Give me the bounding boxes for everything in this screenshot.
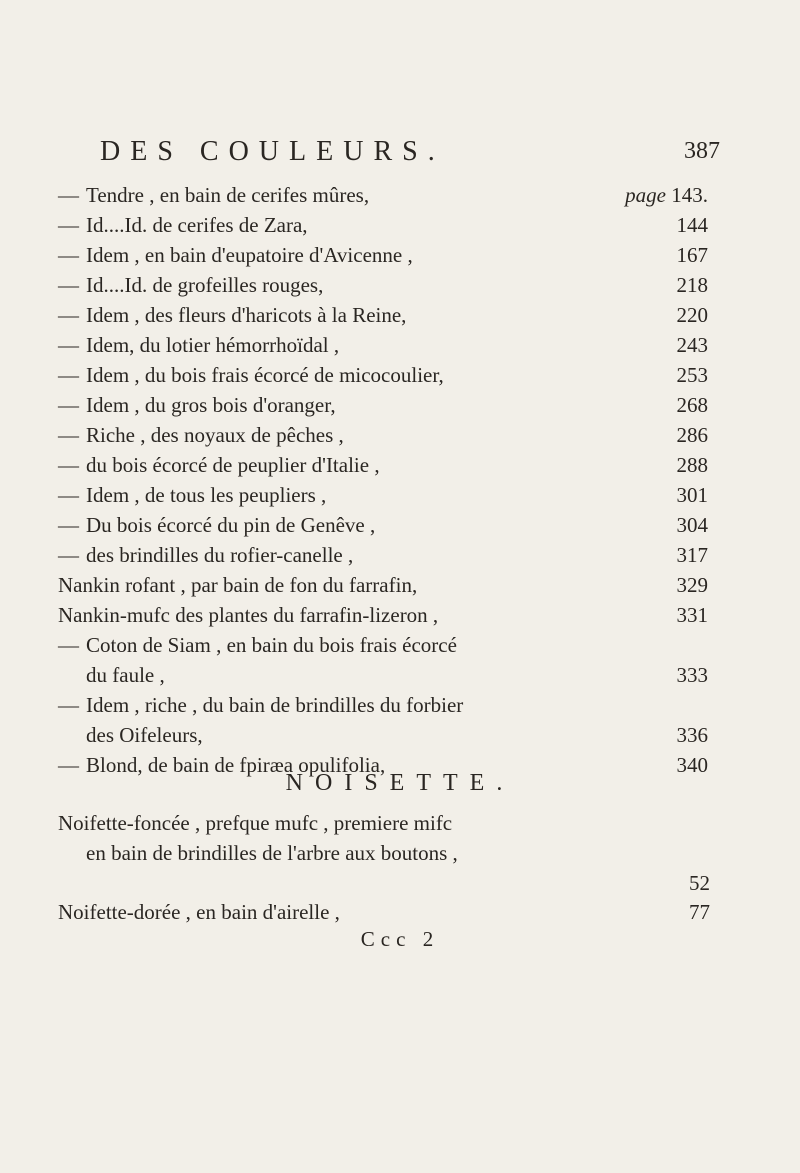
entry-page: 243 [676,333,708,357]
page-number: 143. [671,183,708,207]
entry-dash: — [58,273,79,297]
entry-page: 329 [676,573,708,597]
list-item [58,570,708,600]
entry-text: Coton de Siam , en bain du bois frais écorcé [86,633,457,657]
entry-page: 218 [676,273,708,297]
entry-continuation: des Oifeleurs, [86,723,203,747]
paragraph-page: 77 [689,900,710,924]
list-item [58,600,708,630]
section-heading: NOISETTE. [285,770,515,796]
entry-page: 288 [676,453,708,477]
paragraph-line: en bain de brindilles de l'arbre aux boutons , [86,841,458,865]
entry-page: 220 [676,303,708,327]
entry-text: Id....Id. de grofeilles rouges, [86,273,324,297]
entry-dash: — [58,363,79,387]
entry-list [58,180,708,780]
page-prefix: page [625,183,666,207]
entry-text: des brindilles du rofier-canelle , [86,543,354,567]
paragraph-line: Noifette-foncée , prefque mufc , premiere mifc [58,811,453,835]
entry-page: 268 [676,393,708,417]
entry-page: 317 [676,543,708,567]
entry-dash: — [58,423,79,447]
entry-dash: — [58,183,79,207]
entry-page: 286 [676,423,708,447]
entry-text: Idem, du lotier hémorrhoïdal , [86,333,340,357]
list-item [58,300,708,330]
list-item [58,420,708,450]
entry-page [625,180,708,210]
list-item [58,210,708,240]
list-item [58,240,708,270]
entry-dash: — [58,453,79,477]
entry-text: Riche , des noyaux de pêches , [86,423,344,447]
entry-page: 144 [676,213,708,237]
list-item [58,180,708,210]
entry-dash: — [58,303,79,327]
entry-continuation: du faule , [86,663,165,687]
entry-text: Du bois écorcé du pin de Genêve , [86,513,376,537]
entry-dash: — [58,393,79,417]
list-item [58,450,708,480]
entry-text: Idem , du bois frais écorcé de micocoulier, [86,363,444,387]
paragraph [58,897,710,927]
entry-text: du bois écorcé de peuplier d'Italie , [86,453,380,477]
running-header [100,136,720,176]
entry-page: 301 [676,483,708,507]
entry-dash: — [58,693,79,717]
entry-text: Idem , en bain d'eupatoire d'Avicenne , [86,243,413,267]
list-item [58,510,708,540]
paragraph [58,808,710,898]
entry-page: 167 [676,243,708,267]
entry-text: Id....Id. de cerifes de Zara, [86,213,308,237]
list-item [58,540,708,570]
entry-text: Idem , des fleurs d'haricots à la Reine, [86,303,407,327]
entry-dash: — [58,333,79,357]
entry-text: Idem , du gros bois d'oranger, [86,393,336,417]
list-item [58,270,708,300]
entry-text: Tendre , en bain de cerifes mûres, [86,183,370,207]
list-item [58,390,708,420]
entry-page: 253 [676,363,708,387]
entry-page: 333 [676,663,708,687]
entry-dash: — [58,543,79,567]
list-item [58,330,708,360]
header-page-number: 387 [684,138,720,164]
list-item [58,690,708,750]
entry-text: Idem , riche , du bain de brindilles du forbier [86,693,464,717]
entry-page: 331 [676,603,708,627]
paragraph-line: Noifette-dorée , en bain d'airelle , [58,900,340,924]
entry-dash: — [58,513,79,537]
entry-page: 340 [676,753,708,777]
entry-dash: — [58,633,79,657]
entry-text: Blond, de bain de fpiræa opulifolia, [86,753,386,777]
entry-text: Nankin-mufc des plantes du farrafin-lizeron , [58,603,439,627]
entry-text: Nankin rofant , par bain de fon du farrafin, [58,573,418,597]
list-item [58,630,708,690]
list-item [58,360,708,390]
entry-page: 304 [676,513,708,537]
header-title: DES COULEURS. [100,136,445,167]
paragraph-page: 52 [689,871,710,895]
list-item [58,480,708,510]
entry-dash: — [58,243,79,267]
signature-mark: Ccc 2 [360,927,440,951]
entry-dash: — [58,213,79,237]
entry-dash: — [58,483,79,507]
entry-text: Idem , de tous les peupliers , [86,483,327,507]
entry-dash: — [58,753,79,777]
entry-page: 336 [676,723,708,747]
